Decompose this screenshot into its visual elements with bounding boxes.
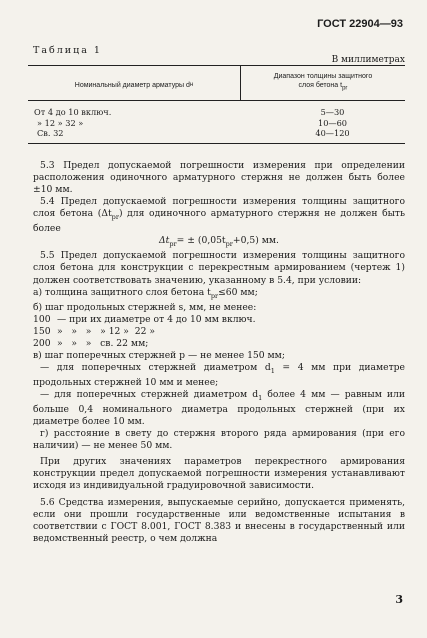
table-cell: 5—30: [320, 107, 345, 117]
document-header: ГОСТ 22904—93: [317, 18, 403, 30]
col2-header-line2: слоя бетона t: [298, 82, 343, 90]
table-cell: 40—120: [315, 128, 350, 138]
document-body: [33, 160, 405, 545]
col-header-range: [241, 66, 405, 100]
v2-text: — для поперечных стержней диаметром d: [40, 389, 259, 400]
col1-header-sub: н: [189, 82, 194, 88]
condition-a: [33, 287, 405, 302]
table-header: [28, 66, 405, 101]
b1-text: — при их диаметре от 4 до 10 мм включ.: [57, 313, 256, 325]
condition-a-end: ≤60 мм;: [218, 286, 258, 298]
v2-sub: 1: [258, 393, 263, 402]
paragraph-5-3: 5.3 Предел допускаемой погрешности измерения при определении расположения одиночного арматурного стержня не должен быть более ±10 мм.: [33, 160, 405, 196]
condition-v-2: [33, 389, 405, 428]
p54-text: 5.4 Предел допускаемой погрешности измерения толщины защитного слоя бетона (Δt: [33, 196, 405, 220]
condition-a-text: а) толщина защитного слоя бетона t: [33, 286, 211, 298]
paragraph-other: При других значениях параметров перекрестного армирования конструкции предел допускаемой погрешности измерения устанавливают исходя из индивидуальной градуировочной зависимости.: [33, 456, 405, 492]
condition-v: в) шаг поперечных стержней p — не менее 150 мм;: [33, 349, 285, 361]
v1-text: — для поперечных стержней диаметром d: [40, 361, 271, 373]
v2-end: более 4 мм — равным или больше 0,4 номинального диаметра продольных стержней (при их диаметре более 10 мм.: [33, 389, 405, 428]
condition-b-row: [33, 338, 405, 350]
formula: [33, 235, 405, 250]
condition-a-sub: pr: [210, 291, 219, 300]
condition-b-row: [33, 326, 405, 338]
v1-end: = 4 мм при диаметре продольных стержней 10 мм и менее;: [33, 361, 405, 388]
condition-g: г) расстояние в свету до стержня второго ряда армирования (при его наличии) — не менее 50 мм.: [33, 428, 405, 452]
b2-value: 150: [33, 325, 51, 337]
paragraph-5-4: [33, 196, 405, 235]
paragraph-5-5: 5.5 Предел допускаемой погрешности измерения толщины защитного слоя бетона для конструкции с перекрестным армированием (чертеж 1) должен соответствовать значению, указанному в 5.4, при условии:: [33, 250, 405, 286]
paragraph-5-6: 5.6 Средства измерения, выпускаемые серийно, допускается применять, если они прошли государственные или ведомственные испытания в соответствии с ГОСТ 8.001, ГОСТ 8.383 и внесены в государственный или ведомственный реестр, о чем должна: [33, 496, 405, 544]
b3-value: 200: [33, 337, 51, 349]
b1-value: 100: [33, 313, 51, 325]
condition-v-1: [33, 362, 405, 389]
formula-end: +0,5) мм.: [232, 235, 279, 247]
formula-delta: Δt: [159, 235, 170, 247]
b3-text: » » » св. 22 мм;: [57, 337, 149, 349]
col2-header-sub: pr: [342, 85, 348, 92]
table-units: В миллиметрах: [331, 55, 405, 65]
formula-sub2: pr: [225, 240, 233, 249]
table-row: » 12 » 32 »: [37, 117, 84, 128]
v1-sub: 1: [270, 366, 275, 375]
table-row: Св. 32: [37, 128, 64, 138]
formula-rest: = ± (0,05t: [176, 235, 226, 247]
p54-end: ) для одиночного арматурного стержня не должен быть более: [33, 208, 406, 235]
table-1: [28, 65, 405, 144]
table-body: [28, 101, 405, 143]
table-caption: Таблица 1: [33, 45, 102, 56]
p54-sub: pr: [111, 213, 119, 222]
col-header-diameter: [28, 66, 241, 100]
formula-sub: pr: [169, 240, 177, 249]
b2-text: » » » » 12 » 22 »: [57, 325, 155, 337]
table-row: От 4 до 10 включ.: [34, 107, 112, 117]
table-cell: 10—60: [317, 117, 348, 128]
condition-b: б) шаг продольных стержней s, мм, не менее:: [33, 301, 257, 313]
page-number: 3: [395, 593, 403, 606]
col2-header-line1: Диапазон толщины защитного: [273, 73, 373, 81]
condition-b-row: [33, 314, 405, 326]
col1-header-text: Номинальный диаметр арматуры d: [74, 81, 190, 89]
